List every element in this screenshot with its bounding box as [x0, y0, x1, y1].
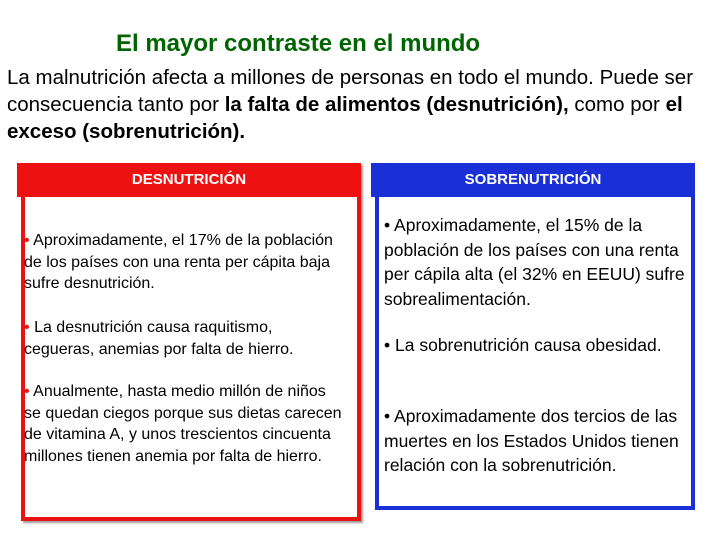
right-item-text: Aproximadamente, el 15% de la población de los países con una renta per cápila alta (el 32% en EEUU) sufre sobrealimentación.	[384, 215, 685, 309]
left-item-text: Anualmente, hasta medio millón de niños se quedan ciegos porque sus dietas carecen de vitamina A, y unos trescientos cincuenta millones tienen anemia por falta de hierro.	[24, 383, 342, 465]
left-item-text: Aproximadamente, el 17% de la población de los países con una renta per cápita baja sufre desnutrición.	[24, 232, 333, 292]
page-title: El mayor contraste en el mundo	[116, 30, 481, 57]
right-list-item	[384, 213, 692, 311]
intro-bold-2: el exceso (sobrenutrición).	[7, 93, 683, 143]
left-list-item	[24, 230, 344, 295]
desnutricion-header: DESNUTRICIÓN	[17, 163, 361, 197]
right-list-item	[384, 333, 692, 358]
intro-text-2: como por	[568, 93, 666, 116]
left-item-text: La desnutrición causa raquitismo, cegueras, anemias por falta de hierro.	[24, 319, 294, 358]
intro-bold-1: la falta de alimentos (desnutrición),	[224, 93, 569, 116]
left-list-item	[24, 317, 344, 360]
right-item-text: La sobrenutrición causa obesidad.	[395, 335, 662, 355]
left-list-item	[24, 381, 344, 467]
sobrenutricion-header: SOBRENUTRICIÓN	[371, 163, 695, 197]
bullet-icon: •	[24, 319, 30, 336]
right-item-text: Aproximadamente dos tercios de las muertes en los Estados Unidos tienen relación con la sobrenutrición.	[384, 406, 679, 475]
right-list-item	[384, 404, 692, 478]
bullet-icon: •	[384, 335, 391, 355]
intro-text-1: La malnutrición afecta a millones de personas en todo el mundo. Puede ser consecuencia tanto por	[7, 66, 694, 116]
intro-paragraph	[7, 64, 713, 145]
bullet-icon: •	[24, 383, 30, 400]
bullet-icon: •	[24, 232, 30, 249]
bullet-icon: •	[384, 215, 391, 235]
bullet-icon: •	[384, 406, 391, 426]
